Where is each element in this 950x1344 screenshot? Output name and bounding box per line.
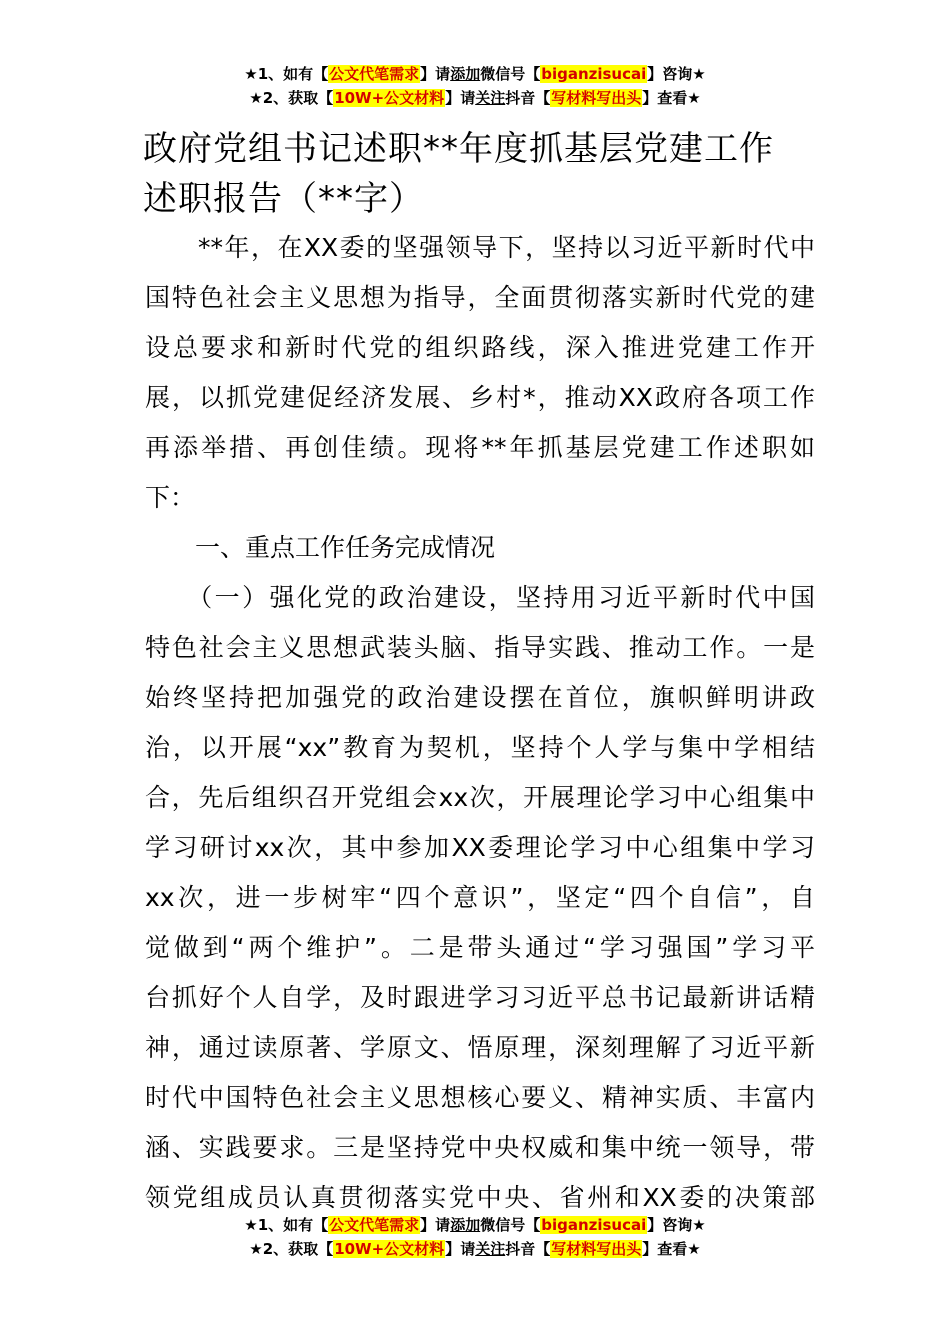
body-line: 设总要求和新时代党的组织路线，深入推进党建工作开 — [145, 333, 815, 362]
body-line: （一）强化党的政治建设，坚持用习近平新时代中国 — [145, 583, 815, 612]
body-line: 合，先后组织召开党组会xx次，开展理论学习中心组集中 — [145, 783, 815, 812]
banner-underline: 关注 — [475, 1240, 506, 1258]
document-body — [145, 223, 815, 1223]
banner-highlight: 写材料写出头 — [551, 89, 642, 107]
title-line-2: 述职报告（**字） — [143, 179, 424, 219]
banner-underline: 添加 — [450, 1216, 481, 1234]
body-line: 神，通过读原著、学原文、悟原理，深刻理解了习近平新 — [145, 1033, 815, 1062]
body-line: xx次，进一步树牢“四个意识”，坚定“四个自信”，自 — [145, 883, 815, 912]
body-line: 台抓好个人自学，及时跟进学习习近平总书记最新讲话精 — [145, 983, 815, 1012]
banner-highlight: biganzisucai — [541, 65, 647, 83]
banner-text: 抖音【 — [505, 1240, 551, 1258]
banner-text: 】请 — [420, 65, 451, 83]
banner-text: 】查看★ — [642, 89, 701, 107]
banner-underline: 关注 — [475, 89, 506, 107]
banner-text: 抖音【 — [505, 89, 551, 107]
body-line: 学习研讨xx次，其中参加XX委理论学习中心组集中学习 — [145, 833, 815, 862]
top-banner — [0, 62, 950, 110]
banner-text: 】查看★ — [642, 1240, 701, 1258]
banner-line-1 — [0, 62, 950, 86]
bottom-banner — [0, 1213, 950, 1261]
banner-highlight: 10W+公文材料 — [334, 1240, 445, 1258]
banner-text: ★2、获取【 — [249, 89, 334, 107]
body-line: 治，以开展“xx”教育为契机，坚持个人学与集中学相结 — [145, 733, 815, 762]
banner-highlight: 公文代笔需求 — [329, 65, 420, 83]
body-line: 觉做到“两个维护”。二是带头通过“学习强国”学习平 — [145, 933, 815, 962]
banner-text: 】咨询★ — [647, 65, 706, 83]
body-line: 特色社会主义思想武装头脑、指导实践、推动工作。一是 — [145, 633, 815, 662]
body-line: 国特色社会主义思想为指导，全面贯彻落实新时代党的建 — [145, 283, 815, 312]
body-line: 时代中国特色社会主义思想核心要义、精神实质、丰富内 — [145, 1083, 815, 1112]
section-heading: 一、重点工作任务完成情况 — [145, 533, 496, 562]
banner-text: ★2、获取【 — [249, 1240, 334, 1258]
title-line-1: 政府党组书记述职**年度抓基层党建工作 — [143, 129, 774, 169]
banner-line-2 — [0, 86, 950, 110]
banner-text: 微信号【 — [480, 1216, 541, 1234]
banner-line-2 — [0, 1237, 950, 1261]
banner-underline: 添加 — [450, 65, 481, 83]
body-line: 涵、实践要求。三是坚持党中央权威和集中统一领导，带 — [145, 1133, 815, 1162]
body-line: 再添举措、再创佳绩。现将**年抓基层党建工作述职如 — [145, 433, 815, 462]
banner-highlight: biganzisucai — [541, 1216, 647, 1234]
body-line: **年，在XX委的坚强领导下，坚持以习近平新时代中 — [145, 233, 815, 262]
banner-text: 微信号【 — [480, 65, 541, 83]
banner-highlight: 10W+公文材料 — [334, 89, 445, 107]
banner-text: 】咨询★ — [647, 1216, 706, 1234]
banner-text: 】请 — [445, 89, 476, 107]
body-line: 展，以抓党建促经济发展、乡村*，推动XX政府各项工作 — [145, 383, 815, 412]
banner-text: 】请 — [420, 1216, 451, 1234]
banner-text: ★1、如有【 — [244, 1216, 329, 1234]
body-line: 领党组成员认真贯彻落实党中央、省州和XX委的决策部 — [145, 1183, 815, 1212]
document-title — [143, 124, 823, 224]
banner-text: 】请 — [445, 1240, 476, 1258]
body-line: 下： — [145, 483, 196, 512]
banner-line-1 — [0, 1213, 950, 1237]
banner-text: ★1、如有【 — [244, 65, 329, 83]
banner-highlight: 写材料写出头 — [551, 1240, 642, 1258]
banner-highlight: 公文代笔需求 — [329, 1216, 420, 1234]
body-line: 始终坚持把加强党的政治建设摆在首位，旗帜鲜明讲政 — [145, 683, 815, 712]
